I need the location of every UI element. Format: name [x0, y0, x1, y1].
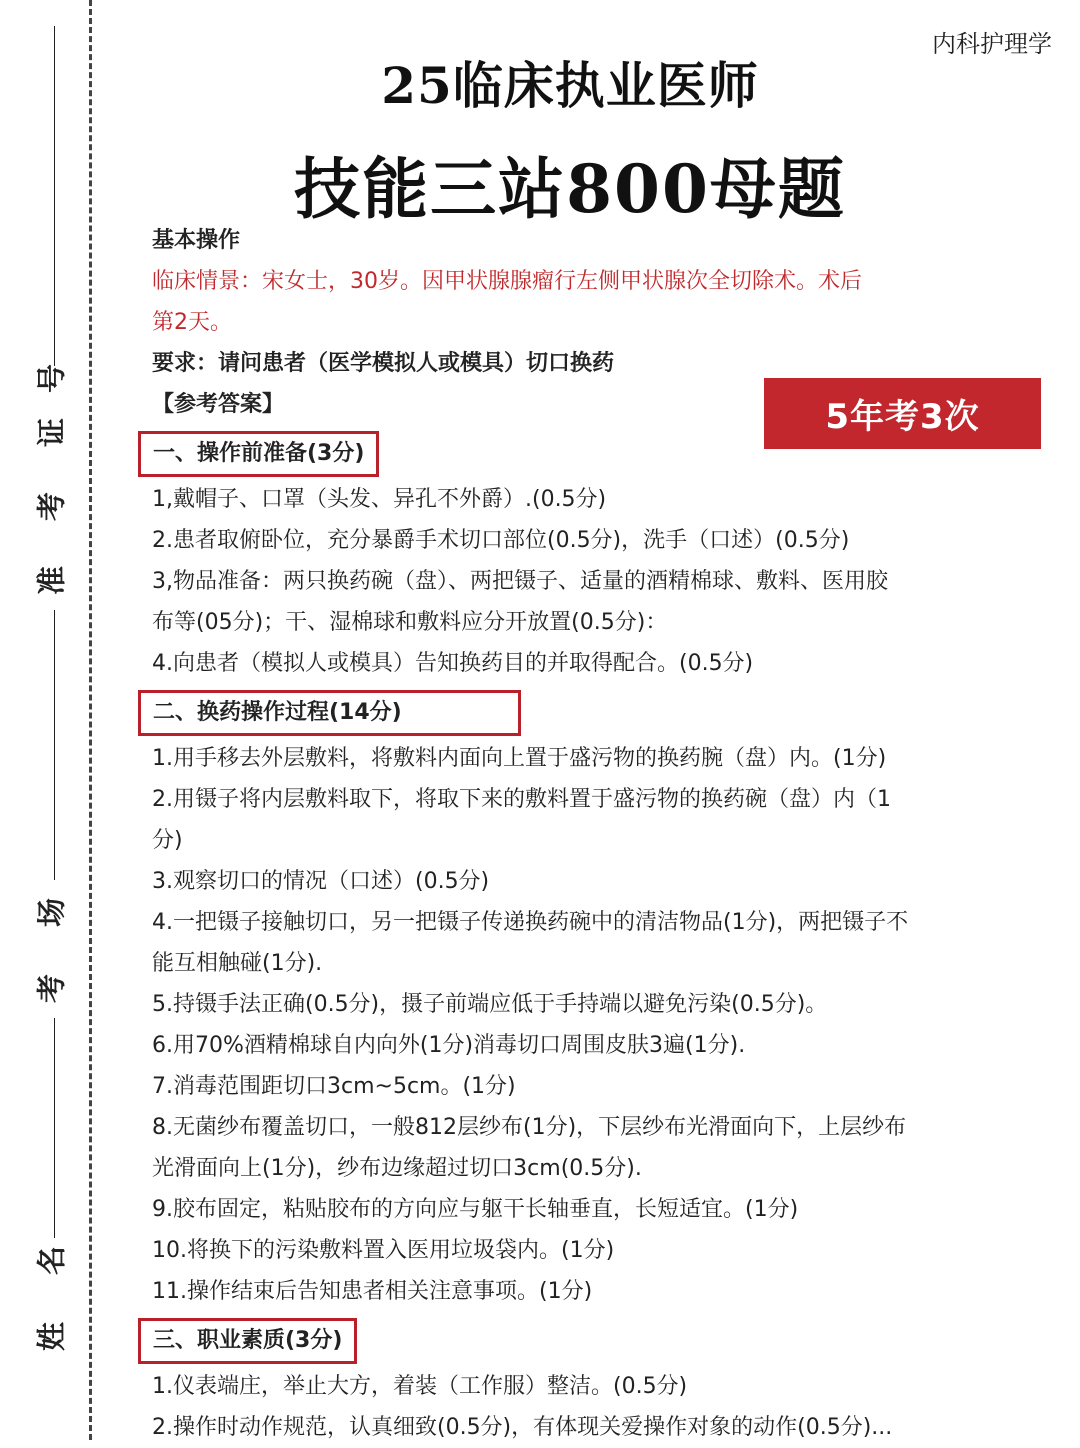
- margin-label-kao-venue: 考: [34, 974, 69, 1004]
- list-item: 11.操作结束后告知患者相关注意事项。(1分): [152, 1279, 593, 1304]
- frequency-badge: 5年考3次: [764, 378, 1041, 449]
- list-item: 3.观察切口的情况（口述）(0.5分): [152, 869, 490, 894]
- margin-label-kao: 考: [34, 492, 69, 522]
- list-item: 9.胶布固定，粘贴胶布的方向应与躯干长轴垂直，长短适宜。(1分): [152, 1197, 799, 1222]
- scenario-line1: 临床情景：宋女士，30岁。因甲状腺腺瘤行左侧甲状腺次全切除术。术后: [152, 269, 862, 294]
- cut-line: [89, 0, 92, 1440]
- list-item: 2.操作时动作规范，认真细致(0.5分)，有体现关爱操作对象的动作(0.5分)...: [152, 1415, 893, 1440]
- subject-tag: 内科护理学: [932, 30, 1052, 58]
- margin-label-chang: 场: [34, 898, 69, 928]
- scenario-line2: 第2天。: [152, 310, 232, 335]
- section3-heading: 三、职业素质(3分): [138, 1318, 357, 1364]
- list-item: 布等(05分)；干、湿棉球和敷料应分开放置(0.5分)：: [152, 610, 668, 635]
- list-item: 3,物品准备：两只换药碗（盘）、两把镊子、适量的酒精棉球、敷料、医用胶: [152, 569, 888, 594]
- margin-label-hao: 号: [34, 364, 69, 394]
- category-label: 基本操作: [152, 228, 241, 253]
- document-body: [152, 220, 1052, 1448]
- list-item: 2.患者取俯卧位，充分暴爵手术切口部位(0.5分)，洗手（口述）(0.5分): [152, 528, 850, 553]
- margin-label-xing: 姓: [34, 1322, 69, 1352]
- list-item: 分): [152, 828, 183, 853]
- list-item: 8.无菌纱布覆盖切口，一般812层纱布(1分)，下层纱布光滑面向下，上层纱布: [152, 1115, 907, 1140]
- requirement: 要求：请问患者（医学模拟人或模具）切口换药: [152, 351, 615, 376]
- name-line: [54, 1018, 55, 1238]
- venue-line: [54, 610, 55, 880]
- section2-heading: 二、换药操作过程(14分): [138, 690, 521, 736]
- margin-label-ming: 名: [34, 1246, 69, 1276]
- binding-margin: [0, 0, 96, 1440]
- list-item: 1.用手移去外层敷料，将敷料内面向上置于盛污物的换药腕（盘）内。(1分): [152, 746, 887, 771]
- margin-label-zheng: 证: [34, 418, 69, 448]
- list-item: 能互相触碰(1分).: [152, 951, 323, 976]
- list-item: 7.消毒范围距切口3cm~5cm。(1分): [152, 1074, 516, 1099]
- list-item: 5.持镊手法正确(0.5分)，摄子前端应低于手持端以避免污染(0.5分)。: [152, 992, 828, 1017]
- list-item: 1,戴帽子、口罩（头发、异孔不外爵）.(0.5分): [152, 487, 607, 512]
- list-item: 2.用镊子将内层敷料取下，将取下来的敷料置于盛污物的换药碗（盘）内（1: [152, 787, 891, 812]
- title-line2: 技能三站800母题: [294, 150, 846, 228]
- answer-label: 【参考答案】: [152, 392, 285, 417]
- list-item: 1.仪表端庄，举止大方，着装（工作服）整洁。(0.5分): [152, 1374, 688, 1399]
- list-item: 光滑面向上(1分)，纱布边缘超过切口3cm(0.5分).: [152, 1156, 642, 1181]
- title-line1: 25临床执业医师: [381, 56, 759, 115]
- margin-label-zhun: 准: [34, 566, 69, 596]
- list-item: 4.向患者（模拟人或模具）告知换药目的并取得配合。(0.5分): [152, 651, 754, 676]
- list-item: 6.用70%酒精棉球自内向外(1分)消毒切口周围皮肤3遍(1分).: [152, 1033, 746, 1058]
- section1-heading: 一、操作前准备(3分): [138, 431, 379, 477]
- list-item: 10.将换下的污染敷料置入医用垃圾袋内。(1分): [152, 1238, 615, 1263]
- admission-number-line: [54, 26, 55, 366]
- list-item: 4.一把镊子接触切口，另一把镊子传递换药碗中的清洁物品(1分)，两把镊子不: [152, 910, 909, 935]
